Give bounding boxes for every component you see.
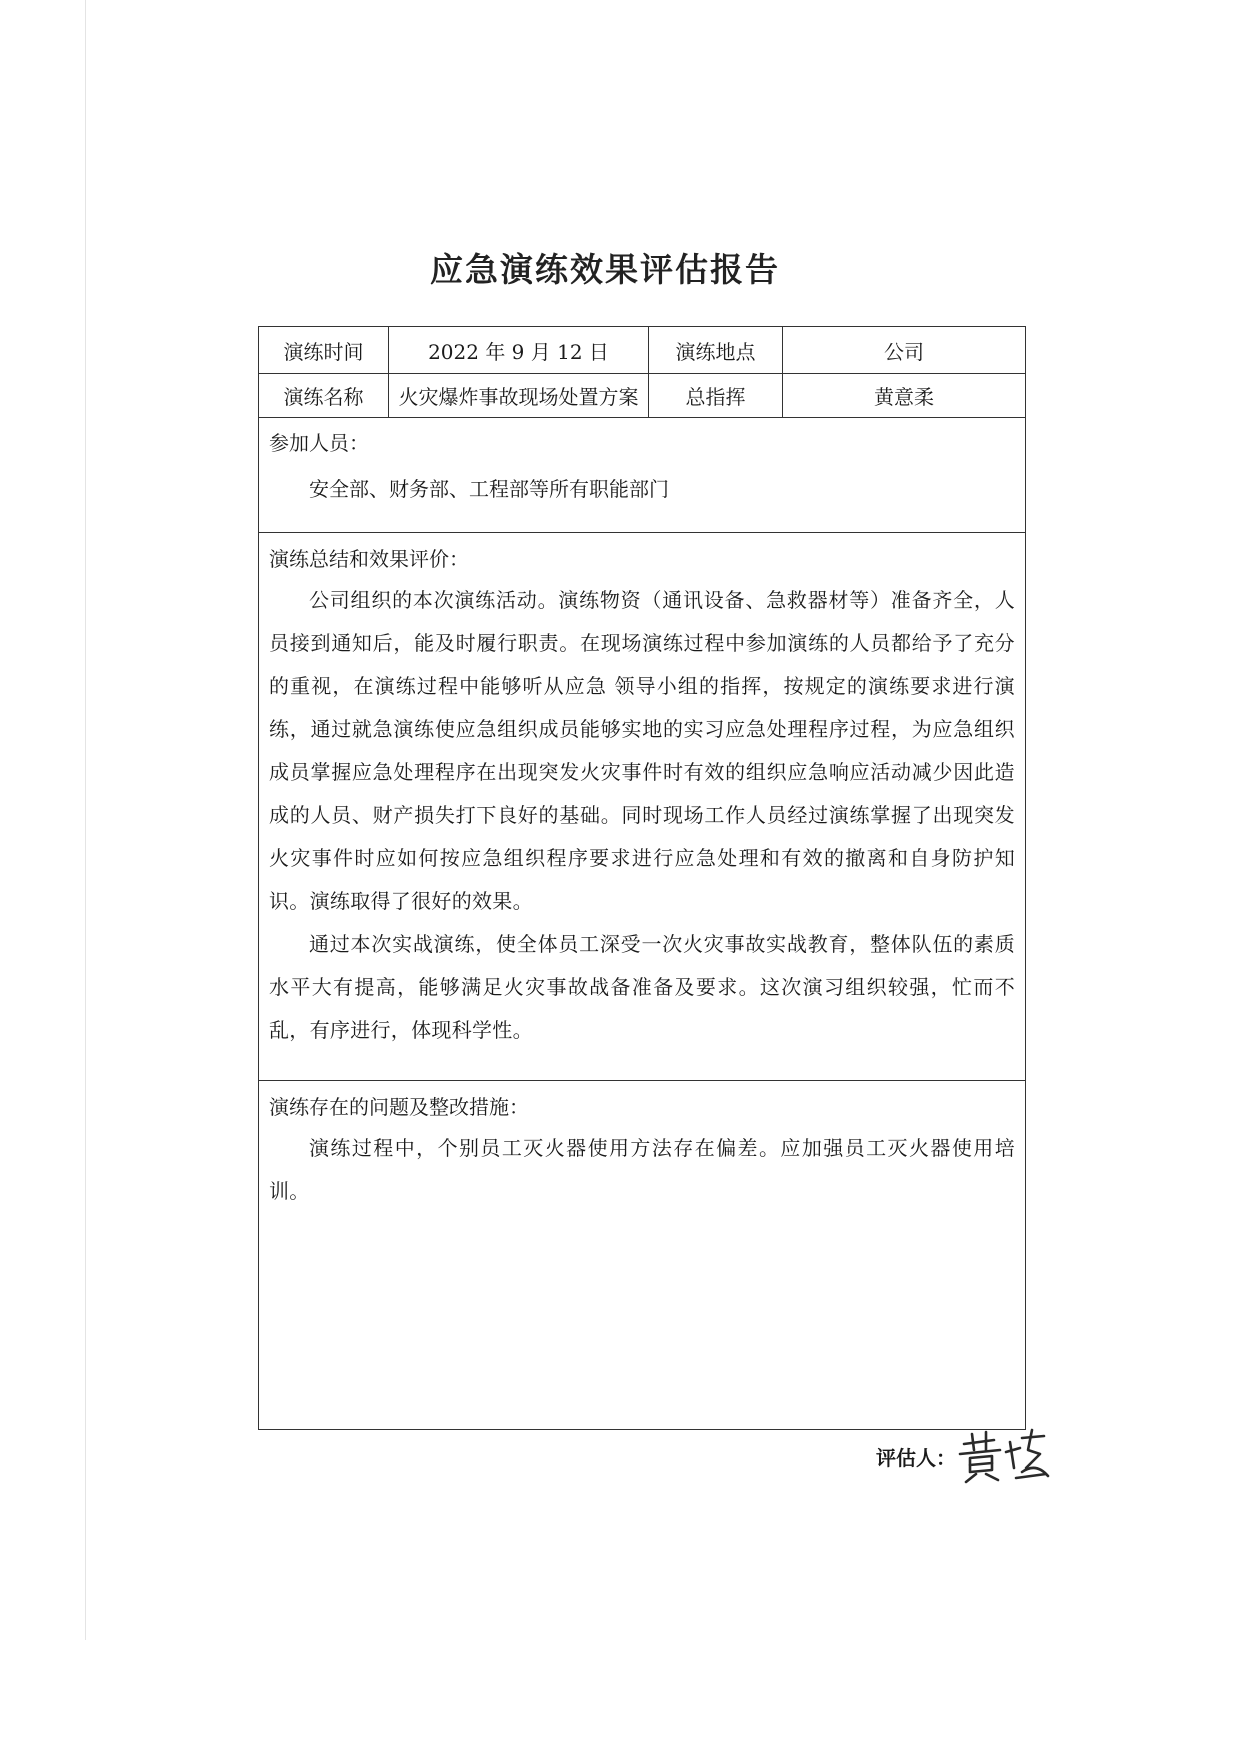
problems-paragraph: 演练过程中，个别员工灭火器使用方法存在偏差。应加强员工灭火器使用培训。 xyxy=(269,1136,1015,1203)
summary-paragraph: 公司组织的本次演练活动。演练物资（通讯设备、急救器材等）准备齐全，人员接到通知后，能及时履行职责。在现场演练过程中参加演练的人员都给予了充分的重视，在演练过程中能够听从应急 领导小组的指挥，按规定的演练要求进行演练，通过就急演练使应急组织成员能够实地的实习应急处理程序过程，为应急组织成员掌握应急处理程序在出现突发火灾事件时有效的组织应急响应活动减少因此造成的人员、财产损失打下良好的基础。同时现场工作人员经过演练掌握了出现突发火灾事件时应如何按应急组织程序要求进行应急处理和有效的撤离和自身防护知识。演练取得了很好的效果。 xyxy=(269,588,1015,913)
label-drill-location: 演练地点 xyxy=(649,327,783,373)
label-drill-name: 演练名称 xyxy=(259,373,389,417)
page-title: 应急演练效果评估报告 xyxy=(430,250,780,289)
summary-paragraph: 通过本次实战演练，使全体员工深受一次火灾事故实战教育，整体队伍的素质水平大有提高，能够满足火灾事故战备准备及要求。这次演习组织较强，忙而不乱，有序进行，体现科学性。 xyxy=(269,932,1015,1042)
summary-section xyxy=(259,533,1025,1081)
participants-section xyxy=(259,417,1025,533)
report-form xyxy=(258,326,1026,1430)
value-drill-time: 2022 年 9 月 12 日 xyxy=(389,327,649,373)
evaluator-label: 评估人： xyxy=(876,1445,956,1470)
problems-section xyxy=(259,1081,1025,1429)
problems-label: 演练存在的问题及整改措施： xyxy=(269,1095,529,1119)
label-commander: 总指挥 xyxy=(649,373,783,417)
evaluator-block xyxy=(876,1428,1052,1484)
value-commander: 黄意柔 xyxy=(874,384,934,409)
participants-label: 参加人员： xyxy=(269,431,369,455)
header-row-time-location xyxy=(259,327,1025,374)
summary-label: 演练总结和效果评价： xyxy=(269,547,469,571)
handwritten-signature xyxy=(956,1428,1052,1484)
value-drill-location: 公司 xyxy=(884,339,924,364)
header-row-name-commander xyxy=(259,373,1025,418)
label-drill-time: 演练时间 xyxy=(259,327,389,373)
value-drill-name: 火灾爆炸事故现场处置方案 xyxy=(389,373,649,417)
participants-text: 安全部、财务部、工程部等所有职能部门 xyxy=(309,477,669,501)
